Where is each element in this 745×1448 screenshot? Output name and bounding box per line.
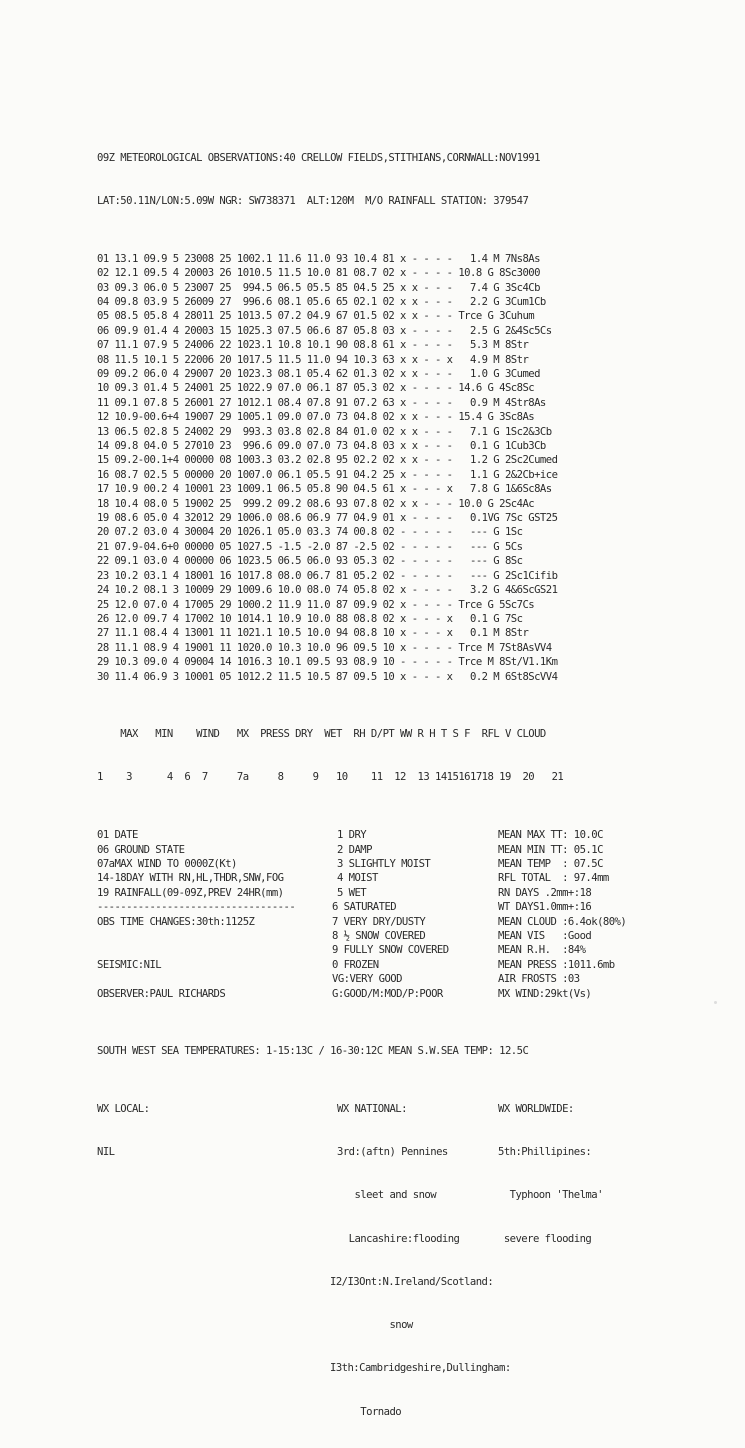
legend-row <box>97 871 609 885</box>
legend-row <box>97 915 627 929</box>
observation-row: 14 09.8 04.0 5 27010 23 996.6 09.0 07.0 73 04.8 03 x x - - - 0.1 G 1Cub3Cb <box>97 440 546 453</box>
legend-row <box>97 987 592 1001</box>
observation-row: 10 09.3 01.4 5 24001 25 1022.9 07.0 06.1 87 05.3 02 x - - - - 14.6 G 4Sc8Sc <box>97 382 535 395</box>
wx-national-event-2-detail: snow <box>337 1319 413 1332</box>
legend-left: SEISMIC:NIL <box>97 958 162 971</box>
wx-row-7 <box>97 1405 563 1419</box>
legend-middle: 7 VERY DRY/DUSTY <box>332 915 426 928</box>
legend-right: MEAN R.H. :84% <box>498 944 586 957</box>
legend-right: AIR FROSTS :03 <box>498 973 580 986</box>
legend-middle: 9 FULLY SNOW COVERED <box>332 944 449 957</box>
observation-row: 17 10.9 00.2 4 10001 23 1009.1 06.5 05.8 90 04.5 61 x - - - x 7.8 G 1&6Sc8As <box>97 483 552 496</box>
observation-row: 11 09.1 07.8 5 26001 27 1012.1 08.4 07.8 91 07.2 63 x - - - - 0.9 M 4Str8As <box>97 396 546 409</box>
legend-middle: G:GOOD/M:MOD/P:POOR <box>332 987 443 1000</box>
legend-left: 06 GROUND STATE <box>97 843 185 856</box>
observation-row: 26 12.0 09.7 4 17002 10 1014.1 10.9 10.0 88 08.8 02 x - - - x 0.1 G 7Sc <box>97 612 523 625</box>
legend-row <box>97 929 592 943</box>
wx-worldwide-event-1-flood: severe flooding <box>498 1232 592 1245</box>
wx-row-2 <box>97 1188 603 1202</box>
legend-right: RN DAYS .2mm+:18 <box>498 886 592 899</box>
observation-row: 13 06.5 02.8 5 24002 29 993.3 03.8 02.8 84 01.0 02 x x - - - 7.1 G 1Sc2&3Cb <box>97 425 552 438</box>
paper-speck <box>714 1001 717 1004</box>
legend-middle: 6 SATURATED <box>332 901 397 914</box>
observation-row: 12 10.9-00.6+4 19007 29 1005.1 09.0 07.0 73 04.8 02 x x - - - 15.4 G 3Sc8As <box>97 411 535 424</box>
wx-national-heading: WX NATIONAL: <box>337 1102 407 1115</box>
legend-left: 01 DATE <box>97 829 138 842</box>
wx-row-1 <box>97 1145 592 1159</box>
wx-national-event-1-detail: sleet and snow <box>337 1189 437 1202</box>
observation-sheet <box>97 122 627 1448</box>
observation-row: 22 09.1 03.0 4 00000 06 1023.5 06.5 06.0 93 05.3 02 - - - - - --- G 8Sc <box>97 555 523 568</box>
observation-row: 20 07.2 03.0 4 30004 20 1026.1 05.0 03.3 74 00.8 02 - - - - - --- G 1Sc <box>97 526 523 539</box>
observation-row: 01 13.1 09.9 5 23008 25 1002.1 11.6 11.0 93 10.4 81 x - - - - 1.4 M 7Ns8As <box>97 252 540 265</box>
legend-block <box>97 828 627 1001</box>
wx-local-text: NIL <box>97 1146 115 1159</box>
observation-row: 05 08.5 05.8 4 28011 25 1013.5 07.2 04.9 67 01.5 02 x x - - - Trce G 3Cuhum <box>97 310 535 323</box>
legend-right: MEAN CLOUD :6.4ok(80%) <box>498 915 627 928</box>
legend-right: MEAN VIS :Good <box>498 929 592 942</box>
observation-table <box>97 252 563 684</box>
observation-row: 15 09.2-00.1+4 00000 08 1003.3 03.2 02.8 95 02.2 02 x x - - - 1.2 G 2Sc2Cumed <box>97 454 558 467</box>
legend-row <box>97 886 592 900</box>
legend-middle: 2 DAMP <box>337 843 372 856</box>
wx-row-6 <box>97 1361 563 1375</box>
legend-row <box>97 828 603 842</box>
observation-row: 19 08.6 05.0 4 32012 29 1006.0 08.6 06.9 77 04.9 01 x - - - - 0.1VG 7Sc GST25 <box>97 512 558 525</box>
legend-middle: 5 WET <box>337 886 367 899</box>
legend-middle: 4 MOIST <box>337 872 378 885</box>
observation-row: 08 11.5 10.1 5 22006 20 1017.5 11.5 11.0 94 10.3 63 x x - - x 4.9 M 8Str <box>97 353 529 366</box>
wx-worldwide-event-1: 5th:Phillipines: <box>498 1146 592 1159</box>
legend-right: MEAN PRESS :1011.6mb <box>498 958 615 971</box>
column-numbers: 1 3 4 6 7 7a 8 9 10 11 12 13 1415161718 19 20 21 <box>97 771 564 784</box>
legend-row <box>97 943 586 957</box>
observation-row: 29 10.3 09.0 4 09004 14 1016.3 10.1 09.5 93 08.9 10 - - - - - Trce M 8St/V1.1Km <box>97 656 558 669</box>
legend-left: 07aMAX WIND TO 0000Z(Kt) <box>97 857 237 870</box>
wx-national-event-3: I3th:Cambridgeshire,Dullingham: <box>330 1362 511 1375</box>
legend-right: WT DAYS1.0mm+:16 <box>498 901 592 914</box>
legend-row <box>97 958 615 972</box>
legend-middle: 3 SLIGHTLY MOIST <box>337 857 431 870</box>
wx-row-5 <box>97 1318 563 1332</box>
observation-row: 02 12.1 09.5 4 20003 26 1010.5 11.5 10.0 81 08.7 02 x - - - - 10.8 G 8Sc3000 <box>97 267 540 280</box>
observation-row: 25 12.0 07.0 4 17005 29 1000.2 11.9 11.0 87 09.9 02 x - - - - Trce G 5Sc7Cs <box>97 598 535 611</box>
legend-left: OBS TIME CHANGES:30th:1125Z <box>97 915 255 928</box>
legend-right: MEAN MIN TT: 05.1C <box>498 843 603 856</box>
observation-row: 30 11.4 06.9 3 10001 05 1012.2 11.5 10.5 87 09.5 10 x - - - x 0.2 M 6St8ScVV4 <box>97 670 558 683</box>
station-location: LAT:50.11N/LON:5.09W NGR: SW738371 ALT:120M M/O RAINFALL STATION: 379547 <box>97 195 529 208</box>
column-headers: MAX MIN WIND MX PRESS DRY WET RH D/PT WW R H T S F RFL V CLOUD <box>97 728 546 741</box>
legend-right: RFL TOTAL : 97.4mm <box>498 872 609 885</box>
wx-national-event-1-flood: Lancashire:flooding <box>337 1232 460 1245</box>
wx-national-event-3-detail: Tornado <box>337 1405 402 1418</box>
observation-row: 09 09.2 06.0 4 29007 20 1023.3 08.1 05.4 62 01.3 02 x x - - - 1.0 G 3Cumed <box>97 368 540 381</box>
observation-row: 28 11.1 08.9 4 19001 11 1020.0 10.3 10.0 96 09.5 10 x - - - - Trce M 7St8AsVV4 <box>97 641 552 654</box>
legend-middle: VG:VERY GOOD <box>332 973 402 986</box>
observation-row: 06 09.9 01.4 4 20003 15 1025.3 07.5 06.6 87 05.8 03 x - - - - 2.5 G 2&4Sc5Cs <box>97 324 552 337</box>
legend-right: MEAN MAX TT: 10.0C <box>498 829 603 842</box>
observation-row: 21 07.9-04.6+0 00000 05 1027.5 -1.5 -2.0 87 -2.5 02 - - - - - --- G 5Cs <box>97 540 523 553</box>
legend-left: 19 RAINFALL(09-09Z,PREV 24HR(mm) <box>97 886 284 899</box>
legend-right: MX WIND:29kt(Vs) <box>498 987 592 1000</box>
observation-row: 27 11.1 08.4 4 13001 11 1021.1 10.5 10.0 94 08.8 10 x - - - x 0.1 M 8Str <box>97 627 529 640</box>
wx-worldwide-event-1-detail: Typhoon 'Thelma' <box>498 1189 603 1202</box>
wx-row-3 <box>97 1232 592 1246</box>
legend-left: OBSERVER:PAUL RICHARDS <box>97 987 226 1000</box>
wx-headings <box>97 1102 574 1116</box>
observation-row: 07 11.1 07.9 5 24006 22 1023.1 10.8 10.1 90 08.8 61 x - - - - 5.3 M 8Str <box>97 339 529 352</box>
wx-national-event-1: 3rd:(aftn) Pennines <box>337 1146 448 1159</box>
legend-right: MEAN TEMP : 07.5C <box>498 857 603 870</box>
observation-row: 04 09.8 03.9 5 26009 27 996.6 08.1 05.6 65 02.1 02 x x - - - 2.2 G 3Cum1Cb <box>97 295 546 308</box>
wx-worldwide-heading: WX WORLDWIDE: <box>498 1102 574 1115</box>
wx-local-heading: WX LOCAL: <box>97 1102 150 1115</box>
observation-row: 24 10.2 08.1 3 10009 29 1009.6 10.0 08.0 74 05.8 02 x - - - - 3.2 G 4&6ScGS21 <box>97 584 558 597</box>
observation-row: 18 10.4 08.0 5 19002 25 999.2 09.2 08.6 93 07.8 02 x x - - - 10.0 G 2Sc4Ac <box>97 497 535 510</box>
legend-middle: 1 DRY <box>337 829 367 842</box>
legend-middle: 8 ½ SNOW COVERED <box>332 929 426 942</box>
legend-row <box>97 972 580 986</box>
legend-row <box>97 900 592 914</box>
legend-left: ---------------------------------- <box>97 901 296 914</box>
legend-row <box>97 843 603 857</box>
sea-temperatures: SOUTH WEST SEA TEMPERATURES: 1-15:13C / 16-30:12C MEAN S.W.SEA TEMP: 12.5C <box>97 1045 529 1058</box>
observation-row: 16 08.7 02.5 5 00000 20 1007.0 06.1 05.5 91 04.2 25 x - - - - 1.1 G 2&2Cb+ice <box>97 468 558 481</box>
legend-row <box>97 857 603 871</box>
observation-row: 03 09.3 06.0 5 23007 25 994.5 06.5 05.5 85 04.5 25 x x - - - 7.4 G 3Sc4Cb <box>97 281 540 294</box>
observation-row: 23 10.2 03.1 4 18001 16 1017.8 08.0 06.7 81 05.2 02 - - - - - --- G 2Sc1Cifib <box>97 569 558 582</box>
sheet-title: 09Z METEOROLOGICAL OBSERVATIONS:40 CRELLOW FIELDS,STITHIANS,CORNWALL:NOV1991 <box>97 151 540 164</box>
wx-row-4 <box>97 1275 563 1289</box>
legend-left: 14-18DAY WITH RN,HL,THDR,SNW,FOG <box>97 872 284 885</box>
wx-national-event-2: I2/I3Ont:N.Ireland/Scotland: <box>330 1275 494 1288</box>
legend-middle: 0 FROZEN <box>332 958 379 971</box>
